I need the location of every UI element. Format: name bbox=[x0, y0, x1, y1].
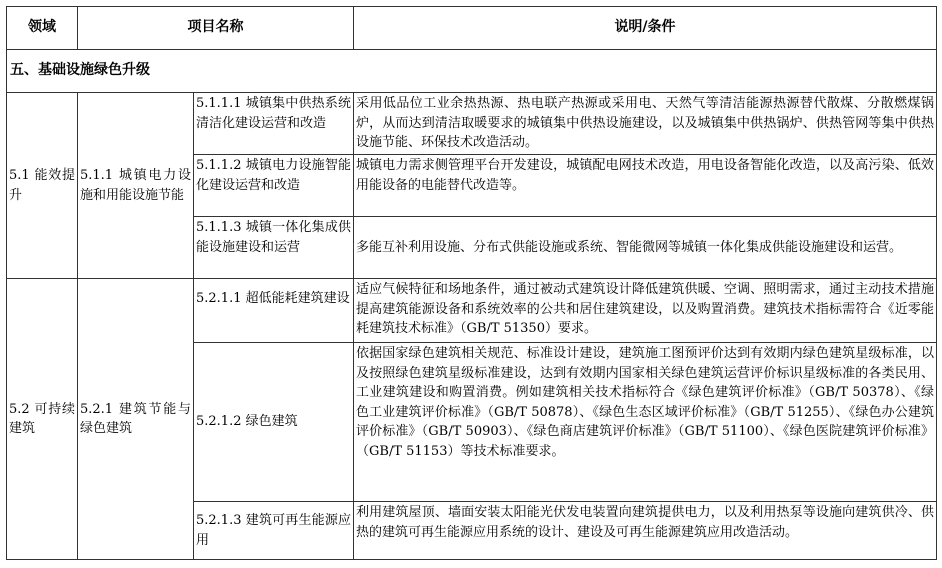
project-name-cell: 5.2.1.2 绿色建筑 bbox=[194, 343, 354, 502]
project-name-cell: 5.1.1.1 城镇集中供热系统清洁化建设运营和改造 bbox=[194, 93, 354, 155]
project-name-cell: 5.2.1.1 超低能耗建筑建设 bbox=[194, 279, 354, 343]
header-project: 项目名称 bbox=[78, 7, 354, 50]
field-cell: 5.2 可持续建筑 bbox=[7, 279, 78, 560]
subcategory-cell: 5.2.1 建筑节能与绿色建筑 bbox=[78, 279, 194, 560]
header-desc: 说明/条件 bbox=[354, 7, 937, 50]
table-row bbox=[7, 93, 937, 155]
section-row bbox=[7, 50, 937, 93]
description-cell: 多能互补利用设施、分布式供能设施或系统、智能微网等城镇一体化集成供能设施建设和运营。 bbox=[354, 217, 937, 279]
description-cell: 依据国家绿色建筑相关规范、标准设计建设，建筑施工图预评价达到有效期内绿色建筑星级标准，以及按照绿色建筑星级标准建设，达到有效期内国家相关绿色建筑运营评价标识星级标准的各类民用、工业建筑建设和购置消费。例如建筑相关技术指标符合《绿色建筑评价标准》（GB/T 50378）、《绿色工业建筑评价标准》（GB/T 50878）、《绿色生态区域评价标准》（GB/T 51255）、《绿色办公建筑评价标准》（GB/T 50903）、《绿色商店建筑评价标准》（GB/T 51100）、《绿色医院建筑评价标准》（GB/T 51153）等技术标准要求。 bbox=[354, 343, 937, 502]
description-cell: 城镇电力需求侧管理平台开发建设，城镇配电网技术改造，用电设备智能化改造，以及高污染、低效用能设备的电能替代改造等。 bbox=[354, 155, 937, 217]
project-name-cell: 5.1.1.2 城镇电力设施智能化建设运营和改造 bbox=[194, 155, 354, 217]
project-name-cell: 5.2.1.3 建筑可再生能源应用 bbox=[194, 502, 354, 560]
header-row bbox=[7, 7, 937, 50]
project-name-cell: 5.1.1.3 城镇一体化集成供能设施建设和运营 bbox=[194, 217, 354, 279]
description-cell: 采用低品位工业余热热源、热电联产热源或采用电、天然气等清洁能源热源替代散煤、分散燃煤锅炉，从而达到清洁取暖要求的城镇集中供热设施建设，以及城镇集中供热锅炉、供热管网等集中供热设施节能、环保技术改造活动。 bbox=[354, 93, 937, 155]
header-field: 领域 bbox=[7, 7, 78, 50]
description-cell: 适应气候特征和场地条件，通过被动式建筑设计降低建筑供暖、空调、照明需求，通过主动技术措施提高建筑能源设备和系统效率的公共和居住建筑建设，以及购置消费。建筑技术指标需符合《近零能耗建筑技术标准》（GB/T 51350）要求。 bbox=[354, 279, 937, 343]
standards-table bbox=[6, 6, 937, 560]
description-cell: 利用建筑屋顶、墙面安装太阳能光伏发电装置向建筑提供电力，以及利用热泵等设施向建筑供冷、供热的建筑可再生能源应用系统的设计、建设及可再生能源建筑应用改造活动。 bbox=[354, 502, 937, 560]
table-row bbox=[7, 279, 937, 343]
field-cell: 5.1 能效提升 bbox=[7, 93, 78, 279]
section-title: 五、基础设施绿色升级 bbox=[7, 50, 937, 93]
subcategory-cell: 5.1.1 城镇电力设施和用能设施节能 bbox=[78, 93, 194, 279]
